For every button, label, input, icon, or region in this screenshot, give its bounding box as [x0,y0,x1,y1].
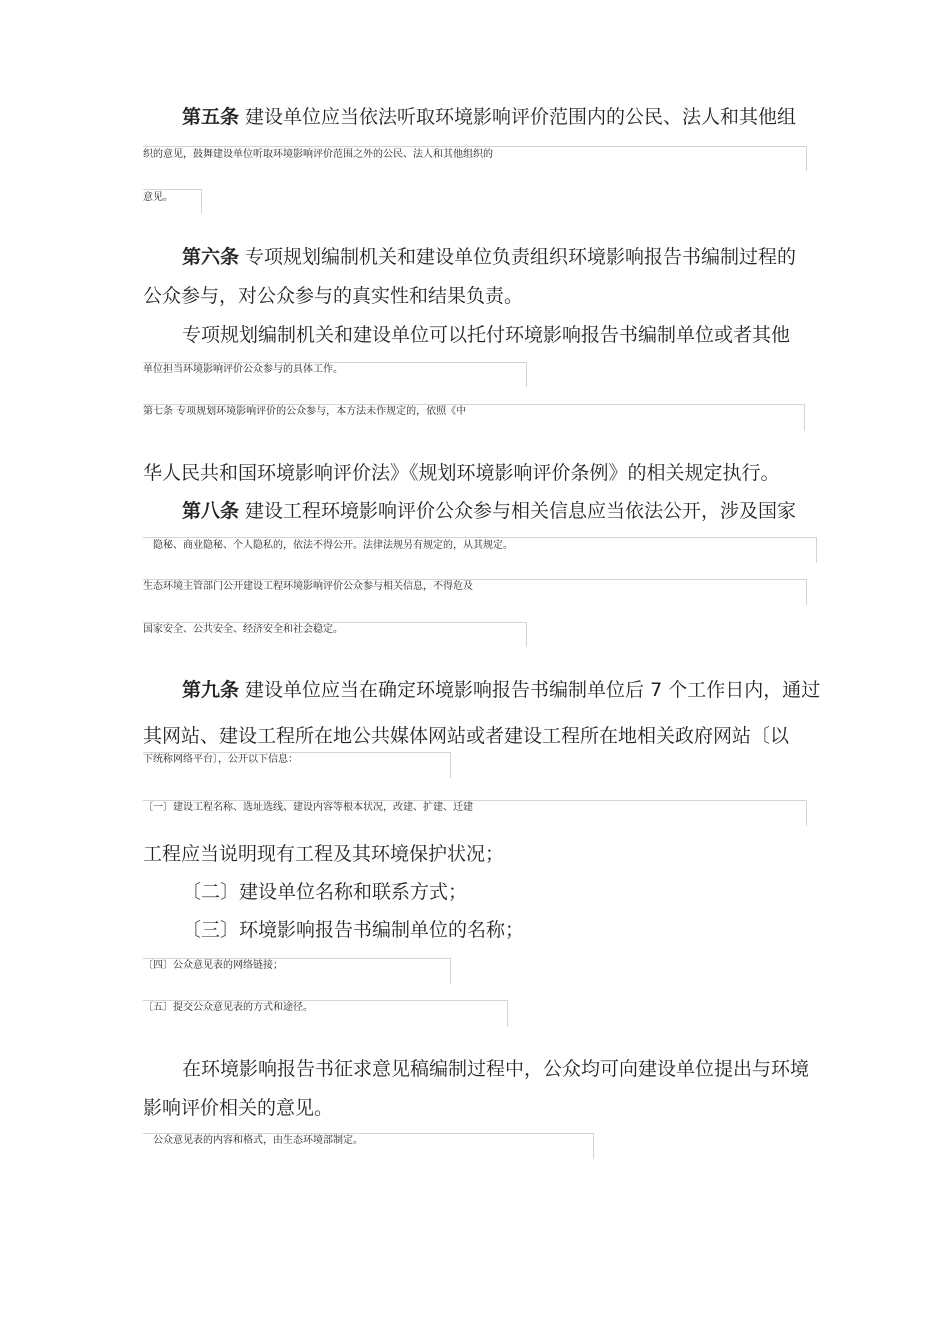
article-9-item-2: 〔二〕建设单位名称和联系方式； [182,881,468,903]
article-5-line-1: 第五条 建设单位应当依法听取环境影响评价范围内的公民、法人和其他组 [182,106,797,128]
article-9-line-1: 第九条 建设单位应当在确定环境影响报告书编制单位后 7 个工作日内，通过 [182,679,821,701]
article-6-heading: 第六条 [182,246,240,268]
article-9-item-4: 〔四〕公众意见表的网络链接； [143,960,283,971]
article-9-item-1-cont: 工程应当说明现有工程及其环境保护状况； [143,843,505,865]
article-8-line-1: 第八条 建设工程环境影响评价公众参与相关信息应当依法公开，涉及国家 [182,500,797,522]
article-5-heading: 第五条 [182,106,240,128]
article-6-line-2: 公众参与，对公众参与的真实性和结果负责。 [143,285,524,307]
article-9-item-1: 〔一〕建设工程名称、选址选线、建设内容等根本状况，改建、扩建、迁建 [143,802,473,813]
article-9-para-2: 影响评价相关的意见。 [143,1097,334,1119]
article-9-line-2: 其网站、建设工程所在地公共媒体网站或者建设工程所在地相关政府网站〔以 [143,725,790,747]
article-8-heading: 第八条 [182,500,240,522]
article-8-line-3: 生态环境主管部门公开建设工程环境影响评价公众参与相关信息，不得危及 [143,581,473,592]
article-9-item-3: 〔三〕环境影响报告书编制单位的名称； [182,919,525,941]
article-9-para-3: 公众意见表的内容和格式，由生态环境部制定。 [153,1135,363,1146]
article-7-line-1: 第七条 专项规划环境影响评价的公众参与，本方法未作规定的，依照《中 [143,406,467,417]
article-7-line-2: 华人民共和国环境影响评价法》《规划环境影响评价条例》的相关规定执行。 [143,462,780,484]
article-9-heading: 第九条 [182,679,240,701]
article-6-line-4: 单位担当环境影响评价公众参与的具体工作。 [143,364,343,375]
article-5-line-2: 织的意见，鼓舞建设单位听取环境影响评价范围之外的公民、法人和其他组织的 [143,149,493,160]
article-8-line-2: 隐秘、商业隐秘、个人隐私的，依法不得公开。法律法规另有规定的，从其规定。 [153,540,513,551]
article-5-line-3: 意见。 [143,192,173,203]
article-9-line-3: 下统称网络平台〕，公开以下信息： [143,754,298,765]
article-6-line-3: 专项规划编制机关和建设单位可以托付环境影响报告书编制单位或者其他 [182,324,791,346]
article-8-line-4: 国家安全、公共安全、经济安全和社会稳定。 [143,624,343,635]
article-6-line-1: 第六条 专项规划编制机关和建设单位负责组织环境影响报告书编制过程的 [182,246,797,268]
article-9-item-5: 〔五〕提交公众意见表的方式和途径。 [143,1002,313,1013]
article-9-para-1: 在环境影响报告书征求意见稿编制过程中，公众均可向建设单位提出与环境 [182,1058,810,1080]
